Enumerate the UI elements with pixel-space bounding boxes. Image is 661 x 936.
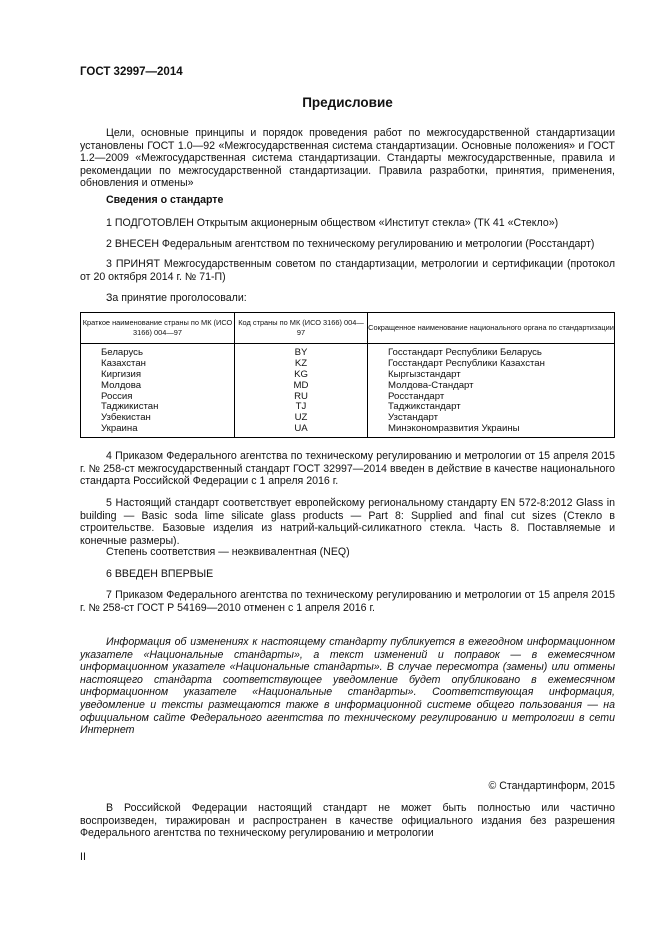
table-row	[81, 402, 615, 413]
document-code-header: ГОСТ 32997—2014	[80, 66, 183, 78]
table-cell-organ: Минэкономразвития Украины	[368, 424, 615, 438]
table-cell-code: TJ	[235, 402, 368, 413]
table-row	[81, 344, 615, 360]
item-2-submitted: 2 ВНЕСЕН Федеральным агентством по техническому регулированию и метрологии (Росстандарт)	[106, 238, 595, 250]
vote-label: За принятие проголосовали:	[106, 292, 247, 304]
table-cell-country: Беларусь	[81, 344, 235, 360]
intro-paragraph: Цели, основные принципы и порядок проведения работ по межгосударственной стандартизации установлены ГОСТ 1.0—92 «Межгосударственная система стандартизации. Основные положения» и ГОСТ 1.2—2009 «Межгосударственная система стандартизации. Стандарты межгосударственные, правила и рекомендации по межгосударственной стандартизации. Правила разработки, принятия, применения, обновления и отмены»	[80, 127, 615, 190]
table-cell-organ: Госстандарт Республики Казахстан	[368, 359, 615, 370]
table-cell-code: KG	[235, 370, 368, 381]
table-cell-organ: Таджикстандарт	[368, 402, 615, 413]
table-cell-country: Таджикистан	[81, 402, 235, 413]
table-cell-organ: Молдова-Стандарт	[368, 381, 615, 392]
item-5-degree: Степень соответствия — неэквивалентная (NEQ)	[106, 546, 350, 558]
item-1-prepared: 1 ПОДГОТОВЛЕН Открытым акционерным обществом «Институт стекла» (ТК 41 «Стекло»)	[106, 217, 559, 229]
table-header-country: Краткое наименование страны по МК (ИСО 3166) 004—97	[81, 313, 235, 344]
table-cell-code: UZ	[235, 413, 368, 424]
item-5-conformity: 5 Настоящий стандарт соответствует европейскому региональному стандарту EN 572-8:2012 Glass in building — Basic soda lime silicate glass products — Part 8: Supplied and final cut sizes (Стекло в строительстве. Базовые изделия из натрий-кальций-силикатного стекла. Часть 8. Поставляемые и конечные размеры).	[80, 497, 615, 547]
table-cell-country: Молдова	[81, 381, 235, 392]
table-row	[81, 413, 615, 424]
item-3-adopted: 3 ПРИНЯТ Межгосударственным советом по стандартизации, метрологии и сертификации (протокол от 20 октября 2014 г. № 71-П)	[80, 258, 615, 283]
notice-paragraph: Информация об изменениях к настоящему стандарту публикуется в ежегодном информационном указателе «Национальные стандарты», а текст изменений и поправок — в ежемесячном информационном указателе «Национальные стандарты». В случае пересмотра (замены) или отмены настоящего стандарта соответствующее уведомление будет опубликовано в ежемесячном информационном указателе «Национальные стандарты». Соответствующая информация, уведомление и тексты размещаются также в информационной системе общего пользования — на официальном сайте Федерального агентства по техническому регулированию и метрологии в сети Интернет	[80, 636, 615, 737]
rights-paragraph: В Российской Федерации настоящий стандарт не может быть полностью или частично воспроизведен, тиражирован и распространен в качестве официального издания без разрешения Федерального агентства по техническому регулированию и метрологии	[80, 802, 615, 840]
table-cell-country: Казахстан	[81, 359, 235, 370]
table-cell-organ: Росстандарт	[368, 392, 615, 403]
table-cell-country: Украина	[81, 424, 235, 438]
copyright-notice: © Стандартинформ, 2015	[488, 780, 615, 792]
item-7-cancelled: 7 Приказом Федерального агентства по техническому регулированию и метрологии от 15 апреля 2015 г. № 258-ст ГОСТ Р 54169—2010 отменен с 1 апреля 2016 г.	[80, 589, 615, 614]
page-number: II	[80, 851, 86, 863]
page-title: Предисловие	[302, 95, 393, 110]
table-row	[81, 381, 615, 392]
table-cell-code: RU	[235, 392, 368, 403]
table-cell-code: MD	[235, 381, 368, 392]
table-cell-code: UA	[235, 424, 368, 438]
table-cell-country: Россия	[81, 392, 235, 403]
table-row	[81, 424, 615, 438]
voting-countries-table	[80, 312, 615, 438]
table-cell-organ: Узстандарт	[368, 413, 615, 424]
table-cell-organ: Кыргызстандарт	[368, 370, 615, 381]
table-header-code: Код страны по МК (ИСО 3166) 004—97	[235, 313, 368, 344]
table-row	[81, 359, 615, 370]
table-cell-code: BY	[235, 344, 368, 360]
table-row	[81, 370, 615, 381]
item-6-introduced: 6 ВВЕДЕН ВПЕРВЫЕ	[106, 568, 214, 580]
section-heading: Сведения о стандарте	[106, 194, 224, 206]
table-header-row	[81, 313, 615, 344]
table-header-organ: Сокращенное наименование национального органа по стандартизации	[368, 313, 615, 344]
table-cell-country: Узбекистан	[81, 413, 235, 424]
table-row	[81, 392, 615, 403]
table-cell-organ: Госстандарт Республики Беларусь	[368, 344, 615, 360]
table-cell-code: KZ	[235, 359, 368, 370]
table-cell-country: Киргизия	[81, 370, 235, 381]
item-4-enacted: 4 Приказом Федерального агентства по техническому регулированию и метрологии от 15 апреля 2015 г. № 258-ст межгосударственный стандарт ГОСТ 32997—2014 введен в действие в качестве национального стандарта Российской Федерации с 1 апреля 2016 г.	[80, 450, 615, 488]
